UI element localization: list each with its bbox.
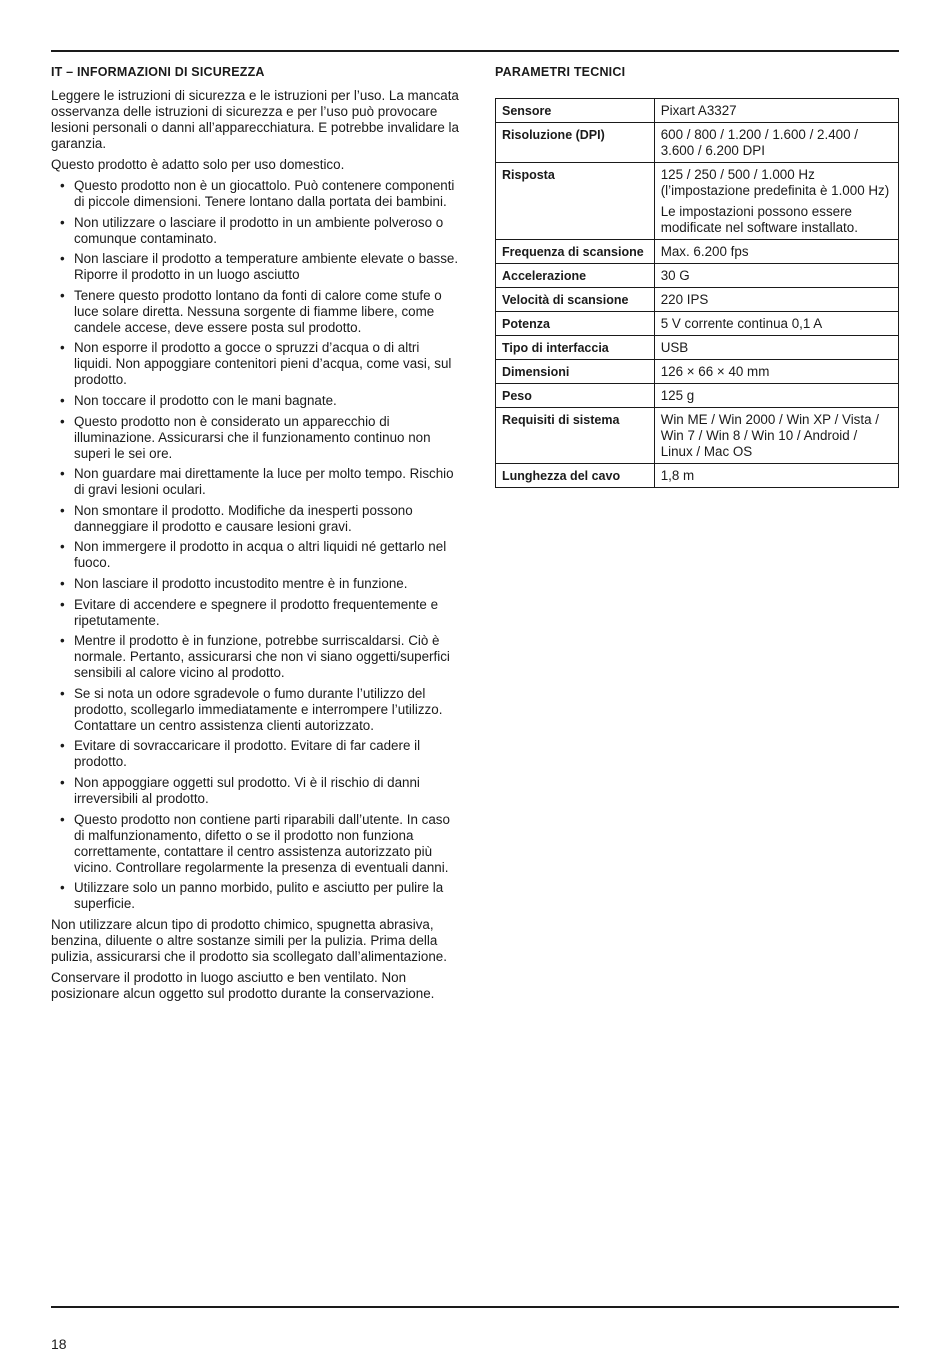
table-row — [496, 123, 899, 163]
spec-label: Risposta — [496, 163, 655, 240]
spec-value: 1,8 m — [654, 464, 898, 488]
spec-value: 600 / 800 / 1.200 / 1.600 / 2.400 / 3.600 / 6.200 DPI — [654, 123, 898, 163]
spec-label: Dimensioni — [496, 360, 655, 384]
spec-label: Sensore — [496, 99, 655, 123]
spec-value: 5 V corrente continua 0,1 A — [654, 312, 898, 336]
safety-item: • Non guardare mai direttamente la luce per molto tempo. Rischio di gravi lesioni oculari. — [51, 466, 461, 498]
spec-label: Risoluzione (DPI) — [496, 123, 655, 163]
spec-value: Max. 6.200 fps — [654, 240, 898, 264]
table-row — [496, 312, 899, 336]
outro-paragraph: Conservare il prodotto in luogo asciutto e ben ventilato. Non posizionare alcun oggetto sul prodotto durante la conservazione. — [51, 970, 435, 1002]
spec-value: 125 / 250 / 500 / 1.000 Hz (l’impostazione predefinita è 1.000 Hz) — [660, 167, 890, 198]
table-row — [496, 288, 899, 312]
safety-item: • Non immergere il prodotto in acqua o altri liquidi né gettarlo nel fuoco. — [51, 539, 461, 571]
spec-label: Tipo di interfaccia — [496, 336, 655, 360]
safety-item: • Non smontare il prodotto. Modifiche da inesperti possono danneggiare il prodotto e causare lesioni gravi. — [51, 503, 461, 535]
table-row — [496, 336, 899, 360]
safety-item: • Non appoggiare oggetti sul prodotto. Vi è il rischio di danni irreversibili al prodotto. — [51, 775, 461, 807]
safety-item: • Non lasciare il prodotto a temperature ambiente elevate o basse. Riporre il prodotto in un luogo asciutto — [51, 251, 461, 283]
safety-section — [51, 64, 461, 1007]
table-row — [496, 360, 899, 384]
safety-item: • Non esporre il prodotto a gocce o spruzzi d’acqua o di altri liquidi. Non appoggiare contenitori pieni d’acqua, come vasi, sul prodotto. — [51, 340, 461, 388]
safety-item: • Evitare di accendere e spegnere il prodotto frequentemente e ripetutamente. — [51, 597, 461, 629]
table-row — [496, 408, 899, 464]
table-row — [496, 464, 899, 488]
spec-label: Lunghezza del cavo — [496, 464, 655, 488]
spec-label: Potenza — [496, 312, 655, 336]
specs-section — [495, 64, 899, 488]
spec-value: 125 g — [654, 384, 898, 408]
safety-item: • Non utilizzare o lasciare il prodotto in un ambiente polveroso o comunque contaminato. — [51, 215, 461, 247]
spec-value-cell — [654, 163, 898, 240]
spec-label: Accelerazione — [496, 264, 655, 288]
safety-item: • Mentre il prodotto è in funzione, potrebbe surriscaldarsi. Ciò è normale. Pertanto, assicurarsi che non vi siano oggetti/superfici sensibili al calore vicino al prodotto. — [51, 633, 461, 681]
page-number: 18 — [51, 1336, 67, 1352]
bottom-rule — [51, 1306, 899, 1308]
safety-item: • Evitare di sovraccaricare il prodotto. Evitare di far cadere il prodotto. — [51, 738, 461, 770]
spec-value: USB — [654, 336, 898, 360]
spec-value: 126 × 66 × 40 mm — [654, 360, 898, 384]
safety-item: • Non toccare il prodotto con le mani bagnate. — [51, 393, 461, 409]
safety-list — [51, 178, 461, 912]
top-rule — [51, 50, 899, 52]
table-row — [496, 384, 899, 408]
spec-value: Win ME / Win 2000 / Win XP / Vista / Win 7 / Win 8 / Win 10 / Android / Linux / Mac OS — [654, 408, 898, 464]
specs-heading: PARAMETRI TECNICI — [495, 65, 626, 79]
safety-item: • Utilizzare solo un panno morbido, pulito e asciutto per pulire la superficie. — [51, 880, 461, 912]
spec-label: Peso — [496, 384, 655, 408]
table-row — [496, 99, 899, 123]
safety-item: • Non lasciare il prodotto incustodito mentre è in funzione. — [51, 576, 461, 592]
spec-note: Le impostazioni possono essere modificate nel software installato. — [660, 204, 858, 235]
safety-item: • Questo prodotto non è considerato un apparecchio di illuminazione. Assicurarsi che il funzionamento continuo non superi le sei ore. — [51, 414, 461, 462]
outro-paragraph: Non utilizzare alcun tipo di prodotto chimico, spugnetta abrasiva, benzina, diluente o altre sostanze simili per la pulizia. Prima della pulizia, assicurarsi che il prodotto sia scollegato dall’alimentazione. — [51, 917, 447, 965]
table-row — [496, 163, 899, 240]
safety-item: • Tenere questo prodotto lontano da fonti di calore come stufe o luce solare diretta. Nessuna sorgente di fiamme libere, come candele accese, deve essere posta sul prodotto. — [51, 288, 461, 336]
safety-heading: IT – INFORMAZIONI DI SICUREZZA — [51, 65, 265, 79]
table-row — [496, 240, 899, 264]
spec-label: Frequenza di scansione — [496, 240, 655, 264]
safety-item: • Questo prodotto non è un giocattolo. Può contenere componenti di piccole dimensioni. Tenere lontano dalla portata dei bambini. — [51, 178, 461, 210]
specs-table — [495, 98, 899, 488]
spec-value: Pixart A3327 — [654, 99, 898, 123]
safety-item: • Se si nota un odore sgradevole o fumo durante l’utilizzo del prodotto, scollegarlo immediatamente e interrompere l’utilizzo. Contattare un centro assistenza clienti autorizzato. — [51, 686, 461, 734]
intro-paragraph: Questo prodotto è adatto solo per uso domestico. — [51, 157, 345, 172]
spec-value: 30 G — [654, 264, 898, 288]
table-row — [496, 264, 899, 288]
safety-item: • Questo prodotto non contiene parti riparabili dall’utente. In caso di malfunzionamento, difetto o se il prodotto non funziona correttamente, contattare il centro assistenza autorizzato più vicino. Controllare regolarmente la presenza di eventuali danni. — [51, 812, 461, 876]
spec-label: Velocità di scansione — [496, 288, 655, 312]
intro-paragraph: Leggere le istruzioni di sicurezza e le istruzioni per l’uso. La mancata osservanza delle istruzioni di sicurezza e per l’uso può provocare lesioni personali o danni all’apparecchiatura. E potrebbe invalidare la garanzia. — [51, 88, 459, 151]
spec-value: 220 IPS — [654, 288, 898, 312]
spec-label: Requisiti di sistema — [496, 408, 655, 464]
